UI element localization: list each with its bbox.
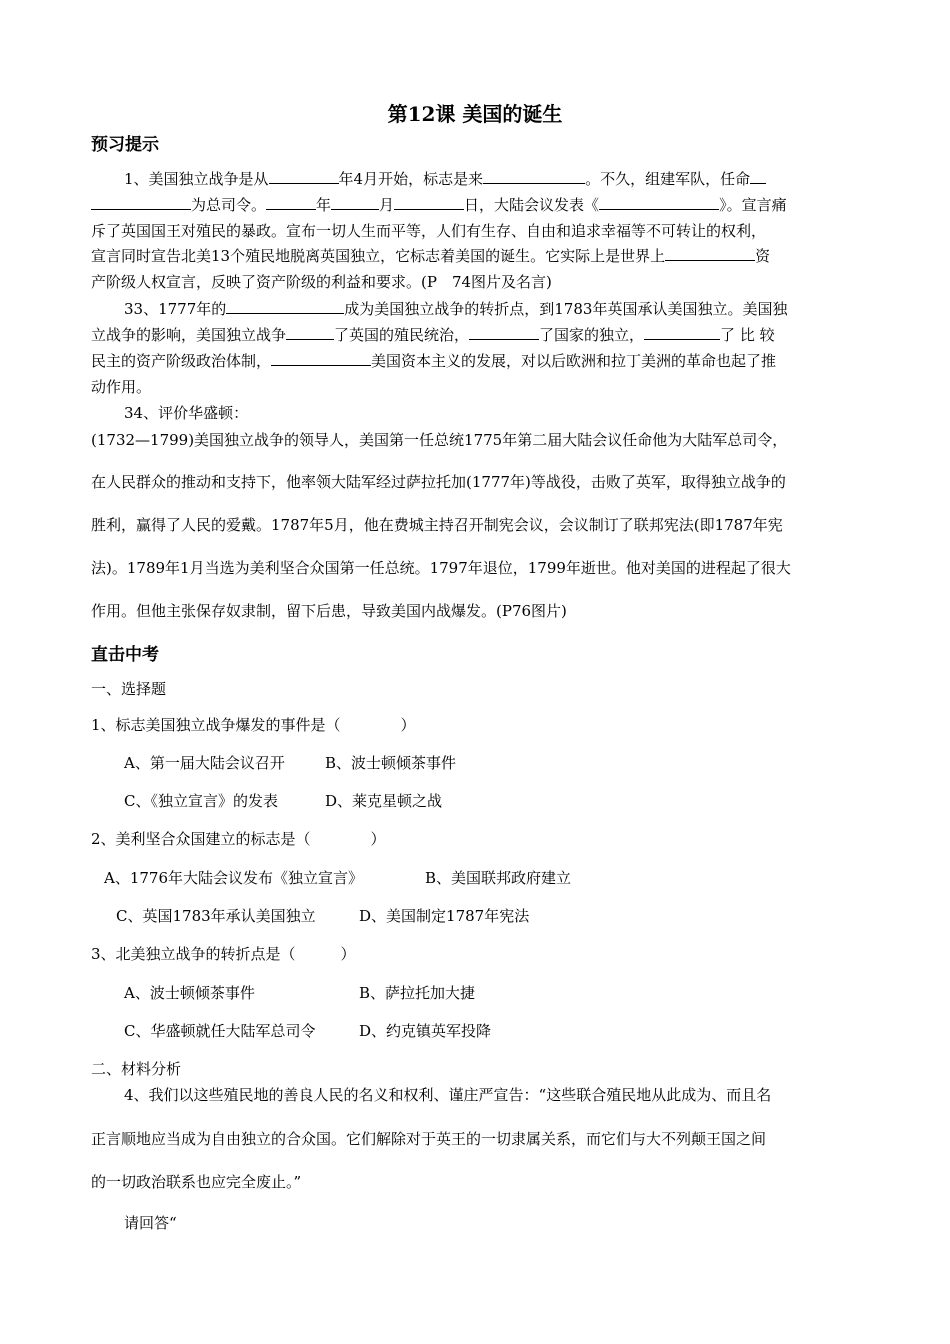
exam-q3-option-b: B、萨拉托加大捷	[359, 984, 476, 1002]
preview-q1-line4	[91, 245, 770, 266]
fill-blank	[644, 325, 720, 340]
preview-q1-text: 年	[316, 196, 332, 214]
exam-q3-option-d: D、约克镇英军投降	[359, 1022, 492, 1040]
preview-q33-text: 33、1777年的	[124, 300, 227, 318]
preview-q33-line4: 动作用。	[91, 378, 152, 396]
preview-q1-line2	[91, 194, 787, 215]
fill-blank	[226, 299, 344, 314]
section-choice-heading: 一、选择题	[91, 680, 167, 698]
exam-q4-line2: 正言顺地应当成为自由独立的合众国。它们解除对于英王的一切隶属关系，而它们与大不列颠王国之间	[91, 1130, 767, 1148]
preview-q1-text: 资	[755, 247, 771, 265]
preview-q1-text: 为总司令。	[191, 196, 267, 214]
preview-q1-text: 。不久，组建军队，任命	[585, 170, 751, 188]
preview-q33-text: 立战争的影响，美国独立战争	[91, 326, 287, 344]
preview-q33-text: 美国资本主义的发展，对以后欧洲和拉丁美洲的革命也起了推	[371, 352, 777, 370]
exam-q1-option-c: C、《独立宣言》的发表	[124, 792, 278, 810]
preview-q34-line3: 胜利，赢得了人民的爱戴。1787年5月，他在费城主持召开制宪会议，会议制订了联邦宪法(即1787年宪	[91, 516, 783, 534]
fill-blank	[286, 325, 334, 340]
exam-q4-line1: 4、我们以这些殖民地的善良人民的名义和权利、谨庄严宣告：“这些联合殖民地从此成为、而且名	[124, 1086, 772, 1104]
exam-q4-line3: 的一切政治联系也应完全废止。”	[91, 1173, 302, 1191]
preview-q33-text: 了英国的殖民统治，	[334, 326, 470, 344]
preview-q1-line1	[124, 168, 766, 189]
preview-q1-text: 月	[379, 196, 395, 214]
preview-q34-line4: 法)。1789年1月当选为美利坚合众国第一任总统。1797年退位，1799年逝世。他对美国的进程起了很大	[91, 559, 791, 577]
exam-q2-stem: 2、美利坚合众国建立的标志是（ ）	[91, 830, 386, 848]
preview-q33-text: 了 比 较	[720, 326, 775, 344]
preview-q33-text: 民主的资产阶级政治体制，	[91, 352, 272, 370]
preview-q1-text: 》。宣言痛	[719, 196, 787, 214]
exam-q1-option-d: D、莱克星顿之战	[325, 792, 443, 810]
preview-q1-line3: 斥了英国国王对殖民的暴政。宣布一切人生而平等，人们有生存、自由和追求幸福等不可转让的权利，	[91, 222, 767, 240]
fill-blank	[665, 246, 755, 261]
preview-q34-line5: 作用。但他主张保存奴隶制，留下后患，导致美国内战爆发。(P76图片)	[91, 602, 567, 620]
preview-heading: 预习提示	[91, 135, 159, 155]
section-material-heading: 二、材料分析	[91, 1060, 182, 1078]
preview-q34-line2: 在人民群众的推动和支持下，他率领大陆军经过萨拉托加(1777年)等战役，击败了英军，取得独立战争的	[91, 473, 786, 491]
preview-q33-line3	[91, 350, 776, 371]
exam-q1-option-b: B、波士顿倾茶事件	[325, 754, 457, 772]
exam-q1-option-a: A、第一届大陆会议召开	[124, 754, 285, 772]
preview-q33-line1	[124, 298, 787, 319]
exam-q4-prompt: 请回答“	[124, 1214, 177, 1232]
fill-blank	[331, 195, 379, 210]
preview-q33-line2	[91, 324, 775, 345]
preview-q33-text: 成为美国独立战争的转折点，到1783年英国承认美国独立。美国独	[344, 300, 788, 318]
exam-heading: 直击中考	[91, 645, 159, 665]
fill-blank	[599, 195, 719, 210]
preview-q1-text: 宣言同时宣告北美13个殖民地脱离英国独立，它标志着美国的诞生。它实际上是世界上	[91, 247, 666, 265]
preview-q34-line1: (1732—1799)美国独立战争的领导人，美国第一任总统1775年第二届大陆会议任命他为大陆军总司令，	[91, 431, 788, 449]
fill-blank	[469, 325, 539, 340]
exam-q2-option-a: A、1776年大陆会议发布《独立宣言》	[104, 869, 364, 887]
fill-blank	[271, 351, 371, 366]
exam-q2-option-d: D、美国制定1787年宪法	[359, 907, 530, 925]
exam-q2-option-c: C、英国1783年承认美国独立	[116, 907, 316, 925]
preview-q1-text: 1、美国独立战争是从	[124, 170, 269, 188]
fill-blank	[394, 195, 464, 210]
preview-q1-line5: 产阶级人权宣言，反映了资产阶级的利益和要求。(P 74图片及名言)	[91, 273, 552, 291]
exam-q1-stem: 1、标志美国独立战争爆发的事件是（ ）	[91, 716, 416, 734]
fill-blank	[266, 195, 316, 210]
exam-q2-option-b: B、美国联邦政府建立	[425, 869, 572, 887]
exam-q3-option-a: A、波士顿倾茶事件	[124, 984, 255, 1002]
preview-q33-text: 了国家的独立，	[539, 326, 645, 344]
fill-blank	[750, 169, 766, 184]
page-title: 第12课 美国的诞生	[387, 102, 563, 126]
exam-q3-option-c: C、华盛顿就任大陆军总司令	[124, 1022, 316, 1040]
fill-blank	[91, 195, 191, 210]
preview-q1-text: 年4月开始，标志是来	[338, 170, 484, 188]
preview-q1-text: 日，大陆会议发表《	[464, 196, 600, 214]
preview-q34-label: 34、评价华盛顿：	[124, 404, 249, 422]
fill-blank	[483, 169, 585, 184]
exam-q3-stem: 3、北美独立战争的转折点是（ ）	[91, 945, 356, 963]
fill-blank	[269, 169, 339, 184]
